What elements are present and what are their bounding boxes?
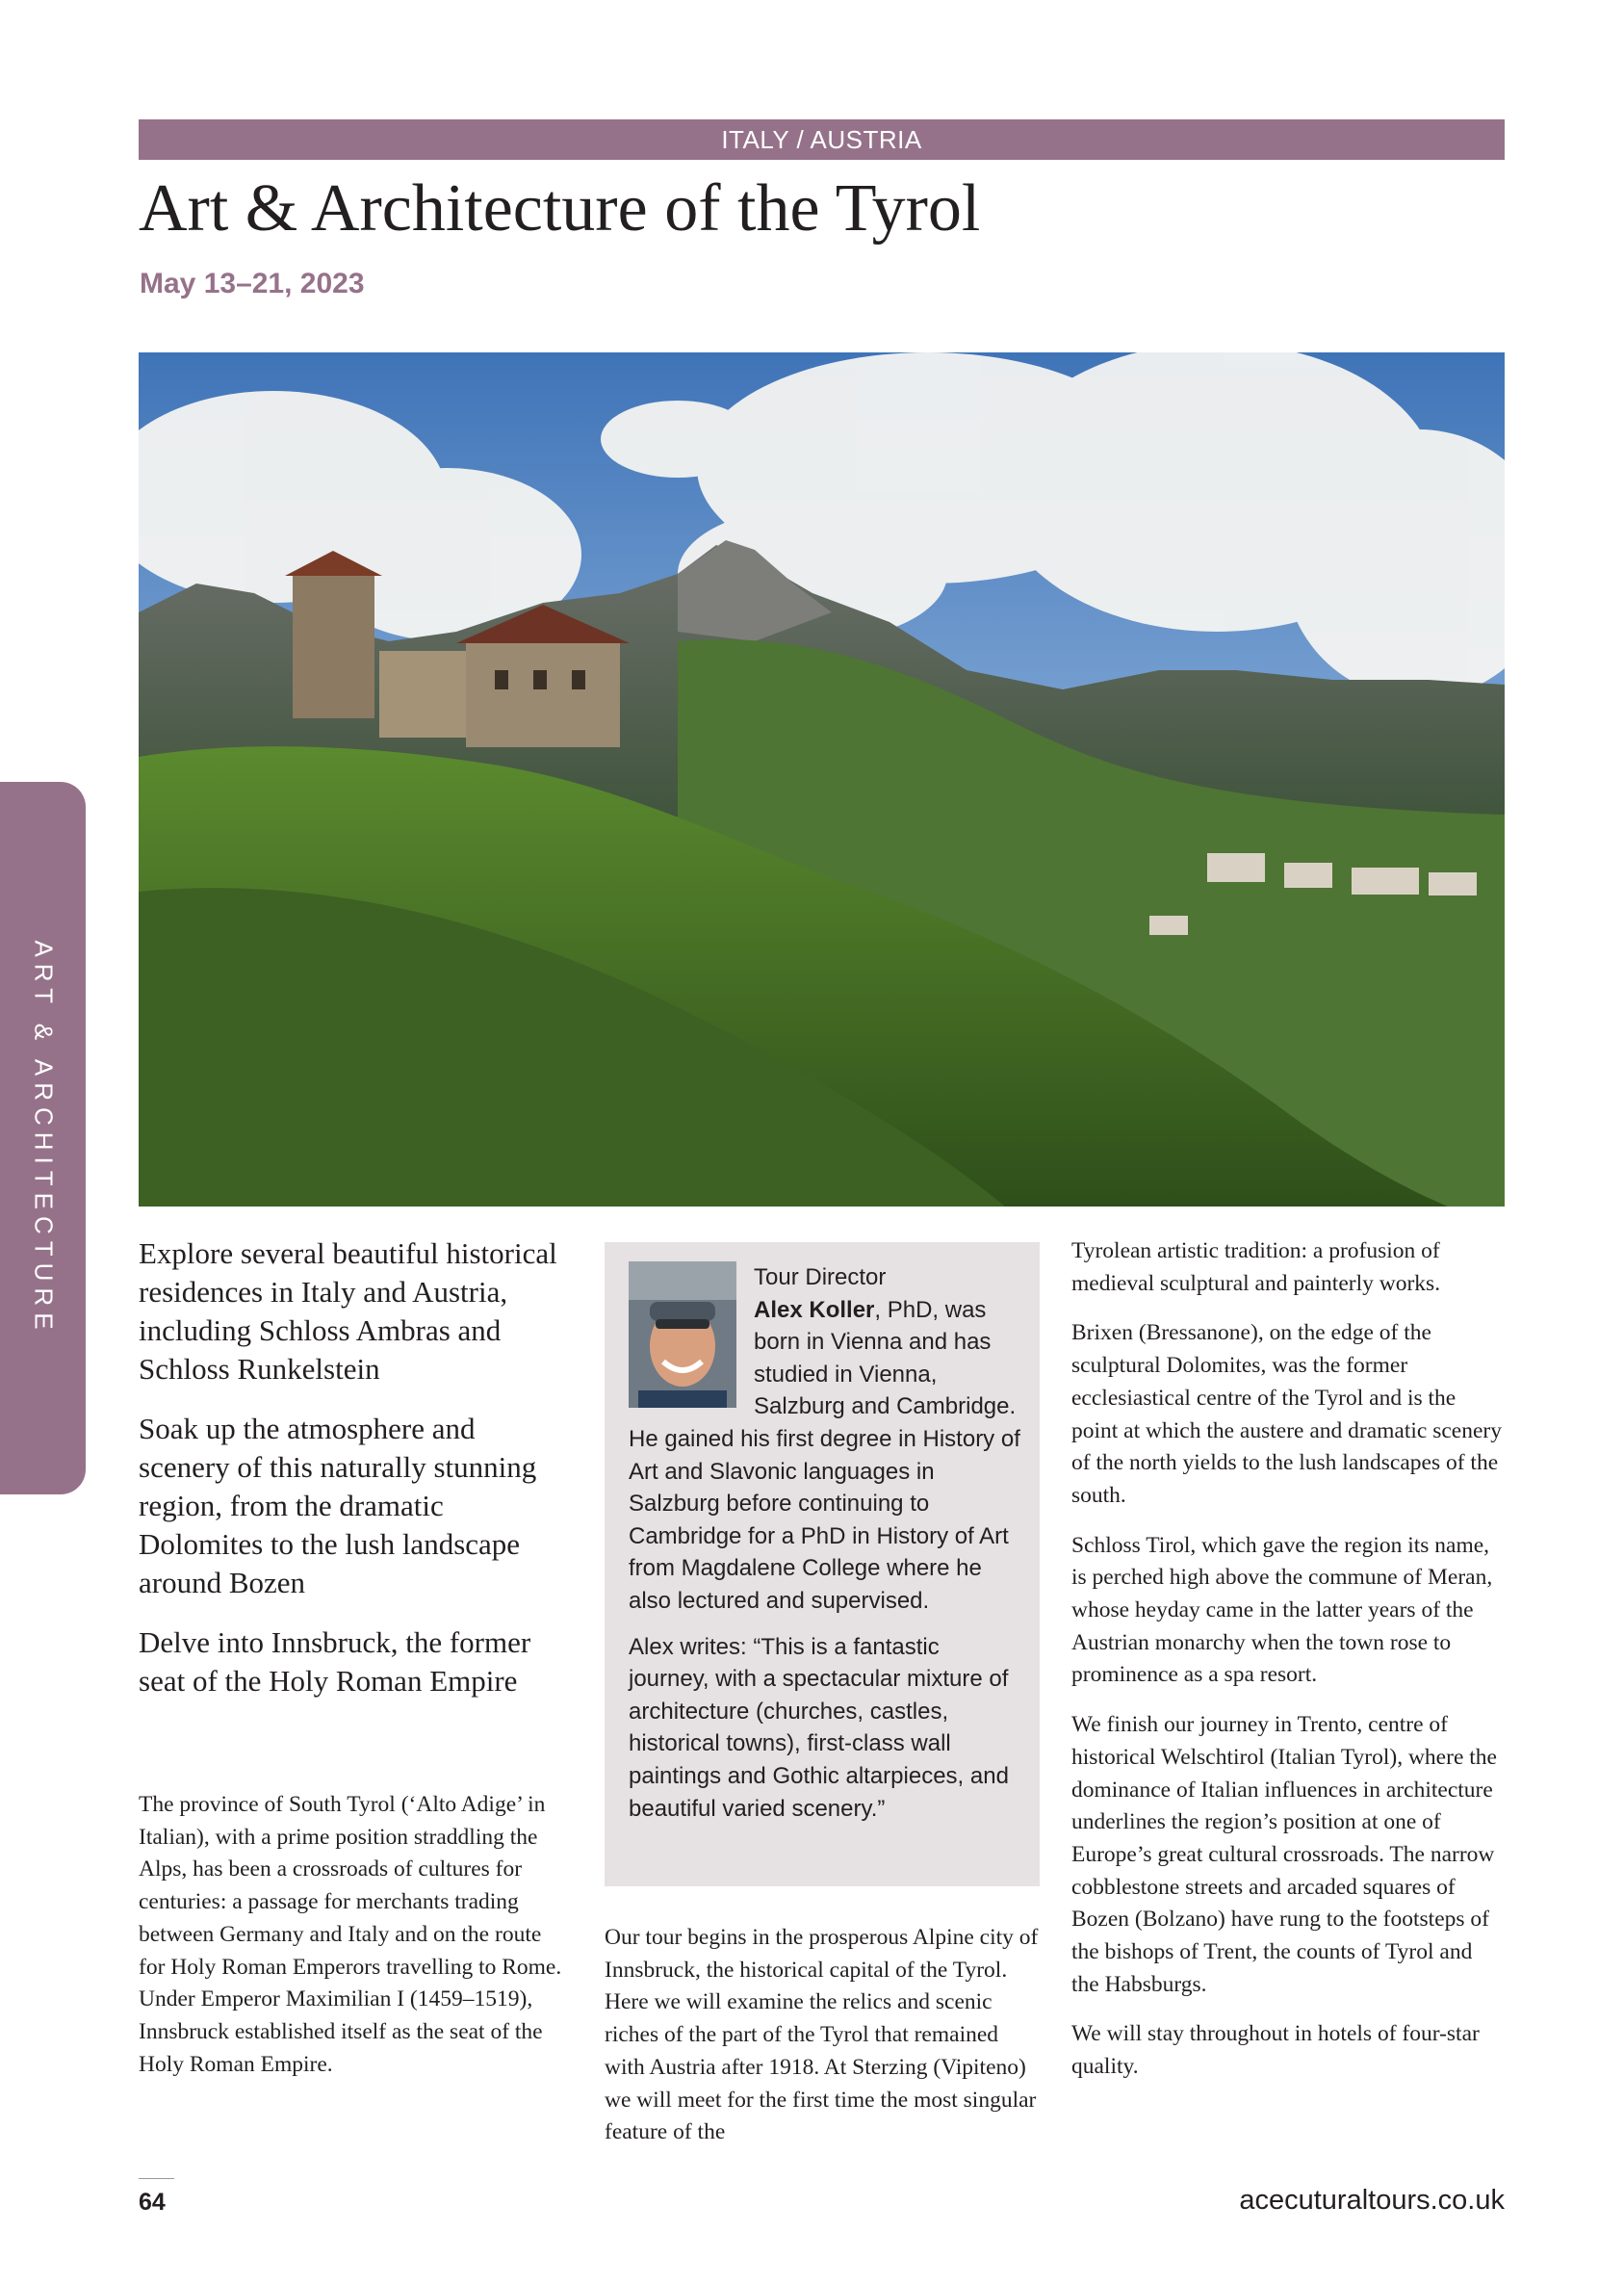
- body-paragraph: Brixen (Bressanone), on the edge of the sculptural Dolomites, was the former ecclesiastical centre of the Tyrol and is the point at which the austere and dramatic scenery of the north yields to the lush landscapes of the south.: [1071, 1320, 1502, 1508]
- tour-dates: May 13–21, 2023: [140, 268, 365, 299]
- section-side-tab: [0, 782, 86, 1494]
- director-name: Alex Koller: [754, 1296, 875, 1323]
- footer-rule: [139, 2178, 174, 2179]
- page-number: 64: [139, 2189, 166, 2216]
- director-bio-text: , PhD, was born in Vienna and has studied in Vienna, Salzburg and Cambridge. He gained his first degree in History of Art and Slavonic languages in Salzburg before continuing to Cambridge for a PhD in History of Art from Magdalene College where he also lectured and supervised.: [629, 1296, 1020, 1614]
- body-paragraph: We will stay throughout in hotels of four-star quality.: [1071, 2021, 1480, 2080]
- tour-director-box: [605, 1242, 1040, 1886]
- section-label: ART & ARCHITECTURE: [29, 940, 58, 1337]
- hero-photo: [139, 352, 1505, 1207]
- body-paragraph: Tyrolean artistic tradition: a profusion of medieval sculptural and painterly works.: [1071, 1238, 1441, 1296]
- highlight-item: Explore several beautiful historical residences in Italy and Austria, including Schloss Ambras and Schloss Runkelstein: [139, 1236, 557, 1386]
- highlight-item: Delve into Innsbruck, the former seat of the Holy Roman Empire: [139, 1625, 531, 1698]
- director-role: Tour Director: [754, 1264, 887, 1290]
- director-portrait: [629, 1261, 736, 1408]
- body-paragraph: Schloss Tirol, which gave the region its name, is perched high above the commune of Meran, whose heyday came in the latter years of the Austrian monarchy when the town rose to prominence as a spa resort.: [1071, 1532, 1493, 1688]
- page-title: Art & Architecture of the Tyrol: [139, 171, 981, 246]
- region-label: ITALY / AUSTRIA: [721, 124, 922, 154]
- column-right: [1071, 1235, 1505, 2101]
- region-banner: [139, 119, 1505, 160]
- column-left: [139, 1234, 572, 2094]
- column-middle: [605, 1922, 1040, 2149]
- landscape-illustration: [139, 352, 1505, 1207]
- tour-start-paragraph: Our tour begins in the prosperous Alpine city of Innsbruck, the historical capital of the Tyrol. Here we will examine the relics and scenic riches of the part of the Tyrol that remained with Austria after 1918. At Sterzing (Vipiteno) we will meet for the first time the most singular feature of the: [605, 1925, 1039, 2145]
- body-paragraph: We finish our journey in Trento, centre of historical Welschtirol (Italian Tyrol), where the dominance of Italian influences in architecture underlines the region’s position at one of Europe’s great cultural crossroads. The narrow cobblestone streets and arcaded squares of Bozen (Bolzano) have rung to the footsteps of the bishops of Trent, the counts of Tyrol and the Habsburgs.: [1071, 1712, 1497, 1997]
- director-quote: Alex writes: “This is a fantastic journey, with a spectacular mixture of architecture (churches, castles, historical towns), first-class wall paintings and Gothic altarpieces, and beautiful varied scenery.”: [629, 1633, 1009, 1822]
- website-link[interactable]: acecuturaltours.co.uk: [1239, 2185, 1505, 2216]
- intro-paragraph: The province of South Tyrol (‘Alto Adige’ in Italian), with a prime position straddling the Alps, has been a crossroads of cultures for centuries: a passage for merchants trading between Germany and Italy and on the route for Holy Roman Emperors travelling to Rome. Under Emperor Maximilian I (1459–1519), Innsbruck established itself as the seat of the Holy Roman Empire.: [139, 1792, 562, 2077]
- highlight-item: Soak up the atmosphere and scenery of this naturally stunning region, from the dramatic Dolomites to the lush landscape around Bozen: [139, 1412, 537, 1599]
